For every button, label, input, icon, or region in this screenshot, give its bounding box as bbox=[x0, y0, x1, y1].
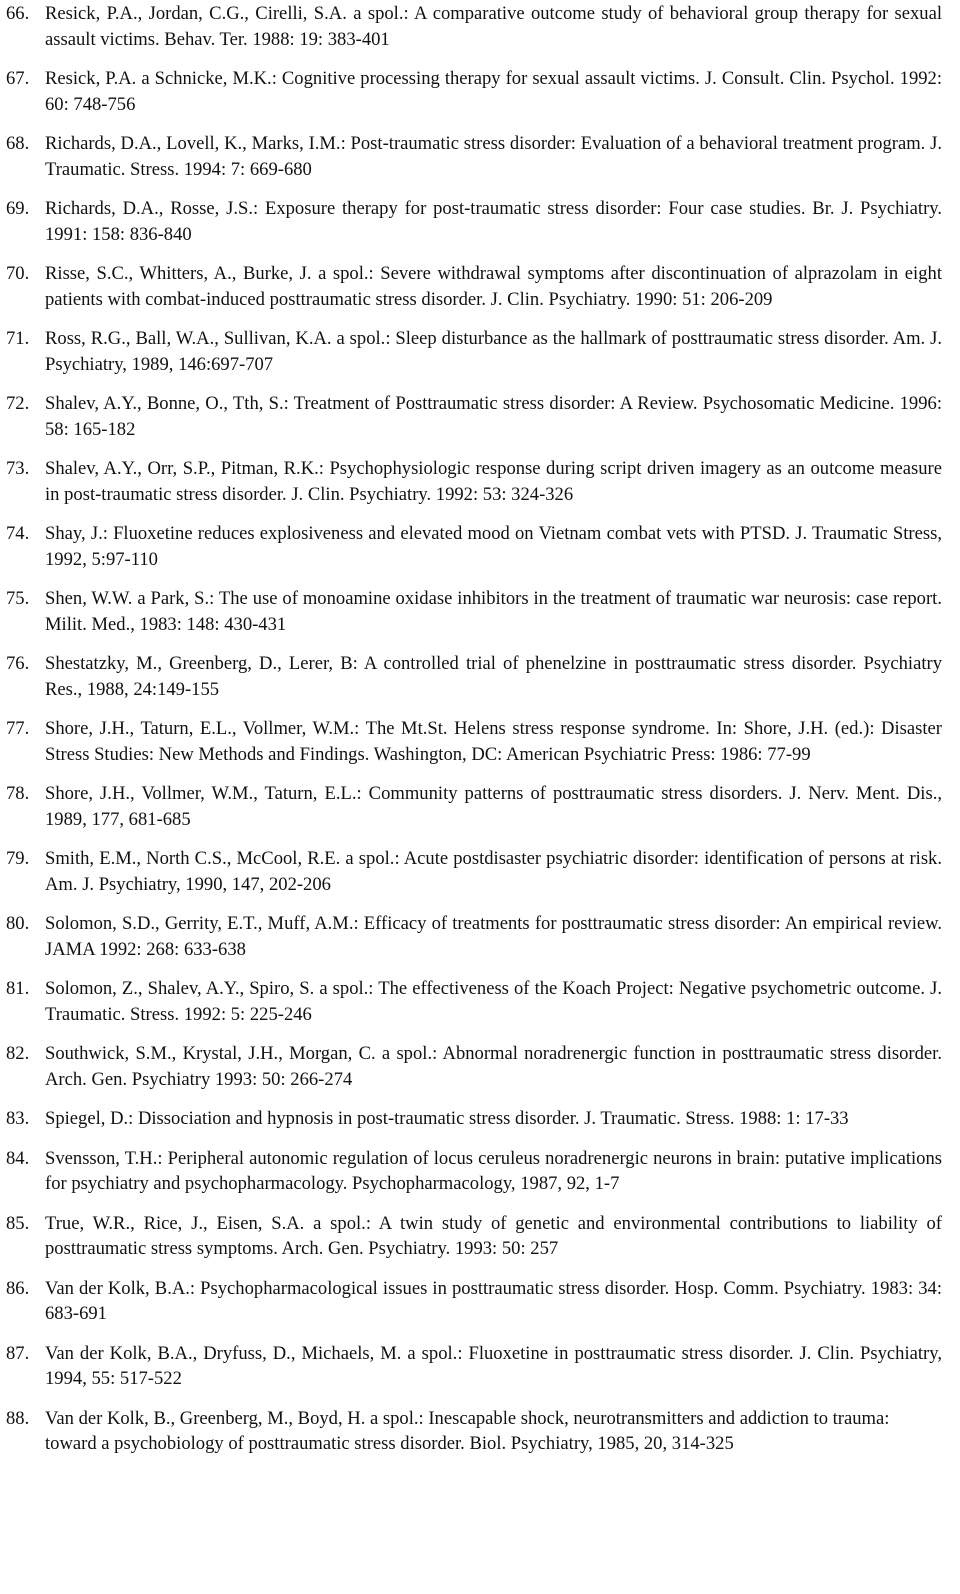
reference-text: Richards, D.A., Rosse, J.S.: Exposure therapy for post-traumatic stress disorder: Four case studies. Br. J. Psychiatry. 1991: 158: 836-840 bbox=[45, 198, 942, 245]
reference-number: 87. bbox=[6, 1342, 30, 1364]
reference-item bbox=[6, 1146, 942, 1197]
reference-text: Risse, S.C., Whitters, A., Burke, J. a spol.: Severe withdrawal symptoms after discontinuation of alprazolam in eight patients with combat-induced posttraumatic stress disorder. J. Clin. Psychiatry. 1990: 51: 206-209 bbox=[45, 263, 942, 310]
reference-item bbox=[6, 391, 942, 442]
reference-number: 67. bbox=[6, 68, 30, 89]
reference-item bbox=[6, 781, 942, 832]
reference-number: 73. bbox=[6, 458, 30, 479]
reference-item bbox=[6, 716, 942, 767]
reference-number: 74. bbox=[6, 523, 30, 544]
reference-number: 88. bbox=[6, 1407, 30, 1429]
reference-item bbox=[6, 1341, 942, 1392]
reference-number: 68. bbox=[6, 133, 30, 154]
reference-number: 81. bbox=[6, 978, 30, 999]
reference-item bbox=[6, 196, 942, 247]
reference-text: Smith, E.M., North C.S., McCool, R.E. a spol.: Acute postdisaster psychiatric disorder: identification of persons at risk. Am. J. Psychiatry, 1990, 147, 202-206 bbox=[45, 848, 942, 895]
reference-text: True, W.R., Rice, J., Eisen, S.A. a spol.: A twin study of genetic and environmental contributions to liability of posttraumatic stress symptoms. Arch. Gen. Psychiatry. 1993: 50: 257 bbox=[45, 1212, 942, 1259]
reference-text: Shay, J.: Fluoxetine reduces explosiveness and elevated mood on Vietnam combat vets with PTSD. J. Traumatic Stress, 1992, 5:97-110 bbox=[45, 523, 942, 570]
reference-item bbox=[6, 846, 942, 897]
reference-number: 79. bbox=[6, 848, 30, 869]
reference-item bbox=[6, 1041, 942, 1092]
reference-number: 69. bbox=[6, 198, 30, 219]
reference-number: 75. bbox=[6, 588, 30, 609]
reference-text: Van der Kolk, B., Greenberg, M., Boyd, H. a spol.: Inescapable shock, neurotransmitters and addiction to trauma: toward a psychobiology of posttraumatic stress disorder. Biol. Psychiatry, 1985, 20, 314-325 bbox=[45, 1407, 890, 1454]
reference-text: Van der Kolk, B.A.: Psychopharmacological issues in posttraumatic stress disorder. Hosp. Comm. Psychiatry. 1983: 34: 683-691 bbox=[45, 1277, 942, 1324]
reference-item bbox=[6, 456, 942, 507]
reference-number: 84. bbox=[6, 1147, 30, 1169]
reference-number: 70. bbox=[6, 263, 30, 284]
reference-number: 72. bbox=[6, 393, 30, 414]
reference-item bbox=[6, 261, 942, 312]
reference-text: Shore, J.H., Vollmer, W.M., Taturn, E.L.: Community patterns of posttraumatic stress disorders. J. Nerv. Ment. Dis., 1989, 177, 681-685 bbox=[45, 783, 942, 830]
reference-text: Resick, P.A. a Schnicke, M.K.: Cognitive processing therapy for sexual assault victims. J. Consult. Clin. Psychol. 1992: 60: 748-756 bbox=[45, 68, 942, 115]
reference-item bbox=[6, 521, 942, 572]
reference-item bbox=[6, 1276, 942, 1327]
reference-number: 78. bbox=[6, 783, 30, 804]
reference-item bbox=[6, 651, 942, 702]
reference-number: 85. bbox=[6, 1212, 30, 1234]
reference-item bbox=[6, 1106, 942, 1132]
reference-number: 77. bbox=[6, 718, 30, 739]
reference-text: Shen, W.W. a Park, S.: The use of monoamine oxidase inhibitors in the treatment of traumatic war neurosis: case report. Milit. Med., 1983: 148: 430-431 bbox=[45, 588, 942, 635]
reference-text: Southwick, S.M., Krystal, J.H., Morgan, C. a spol.: Abnormal noradrenergic function in posttraumatic stress disorder. Arch. Gen. Psychiatry 1993: 50: 266-274 bbox=[45, 1043, 942, 1090]
reference-text: Svensson, T.H.: Peripheral autonomic regulation of locus ceruleus noradrenergic neurons in brain: putative implications for psychiatry and psychopharmacology. Psychopharmacology, 1987, 92, 1-7 bbox=[45, 1147, 942, 1194]
reference-text: Ross, R.G., Ball, W.A., Sullivan, K.A. a spol.: Sleep disturbance as the hallmark of posttraumatic stress disorder. Am. J. Psychiatry, 1989, 146:697-707 bbox=[45, 328, 942, 375]
reference-item bbox=[6, 1406, 942, 1457]
reference-number: 82. bbox=[6, 1043, 30, 1064]
reference-number: 71. bbox=[6, 328, 30, 349]
reference-item bbox=[6, 1211, 942, 1262]
reference-item bbox=[6, 976, 942, 1027]
reference-text: Solomon, S.D., Gerrity, E.T., Muff, A.M.: Efficacy of treatments for posttraumatic stress disorder: An empirical review. JAMA 1992: 268: 633-638 bbox=[45, 913, 942, 960]
reference-item bbox=[6, 586, 942, 637]
reference-text: Richards, D.A., Lovell, K., Marks, I.M.: Post-traumatic stress disorder: Evaluation of a behavioral treatment program. J. Traumatic. Stress. 1994: 7: 669-680 bbox=[45, 133, 942, 180]
reference-text: Shalev, A.Y., Orr, S.P., Pitman, R.K.: Psychophysiologic response during script driven imagery as an outcome measure in post-traumatic stress disorder. J. Clin. Psychiatry. 1992: 53: 324-326 bbox=[45, 458, 942, 505]
reference-text: Shalev, A.Y., Bonne, O., Tth, S.: Treatment of Posttraumatic stress disorder: A Review. Psychosomatic Medicine. 1996: 58: 165-182 bbox=[45, 393, 942, 440]
reference-number: 66. bbox=[6, 3, 30, 24]
reference-number: 80. bbox=[6, 913, 30, 934]
reference-text: Solomon, Z., Shalev, A.Y., Spiro, S. a spol.: The effectiveness of the Koach Project: Negative psychometric outcome. J. Traumatic. Stress. 1992: 5: 225-246 bbox=[45, 978, 942, 1025]
reference-item bbox=[6, 131, 942, 182]
reference-text: Spiegel, D.: Dissociation and hypnosis in post-traumatic stress disorder. J. Traumatic. Stress. 1988: 1: 17-33 bbox=[45, 1108, 849, 1129]
reference-item bbox=[6, 1, 942, 52]
reference-list bbox=[6, 1, 942, 1471]
reference-item bbox=[6, 66, 942, 117]
reference-item bbox=[6, 326, 942, 377]
reference-number: 76. bbox=[6, 653, 30, 674]
reference-number: 86. bbox=[6, 1277, 30, 1299]
reference-number: 83. bbox=[6, 1108, 30, 1129]
reference-text: Shore, J.H., Taturn, E.L., Vollmer, W.M.: The Mt.St. Helens stress response syndrome. In: Shore, J.H. (ed.): Disaster Stress Studies: New Methods and Findings. Washington, DC: American Psychiatric Press: 1986: 77-99 bbox=[45, 718, 942, 765]
reference-text: Shestatzky, M., Greenberg, D., Lerer, B: A controlled trial of phenelzine in posttraumatic stress disorder. Psychiatry Res., 1988, 24:149-155 bbox=[45, 653, 942, 700]
reference-item bbox=[6, 911, 942, 962]
reference-text: Van der Kolk, B.A., Dryfuss, D., Michaels, M. a spol.: Fluoxetine in posttraumatic stress disorder. J. Clin. Psychiatry, 1994, 55: 517-522 bbox=[45, 1342, 942, 1389]
reference-text: Resick, P.A., Jordan, C.G., Cirelli, S.A. a spol.: A comparative outcome study of behavioral group therapy for sexual assault victims. Behav. Ter. 1988: 19: 383-401 bbox=[45, 3, 942, 50]
